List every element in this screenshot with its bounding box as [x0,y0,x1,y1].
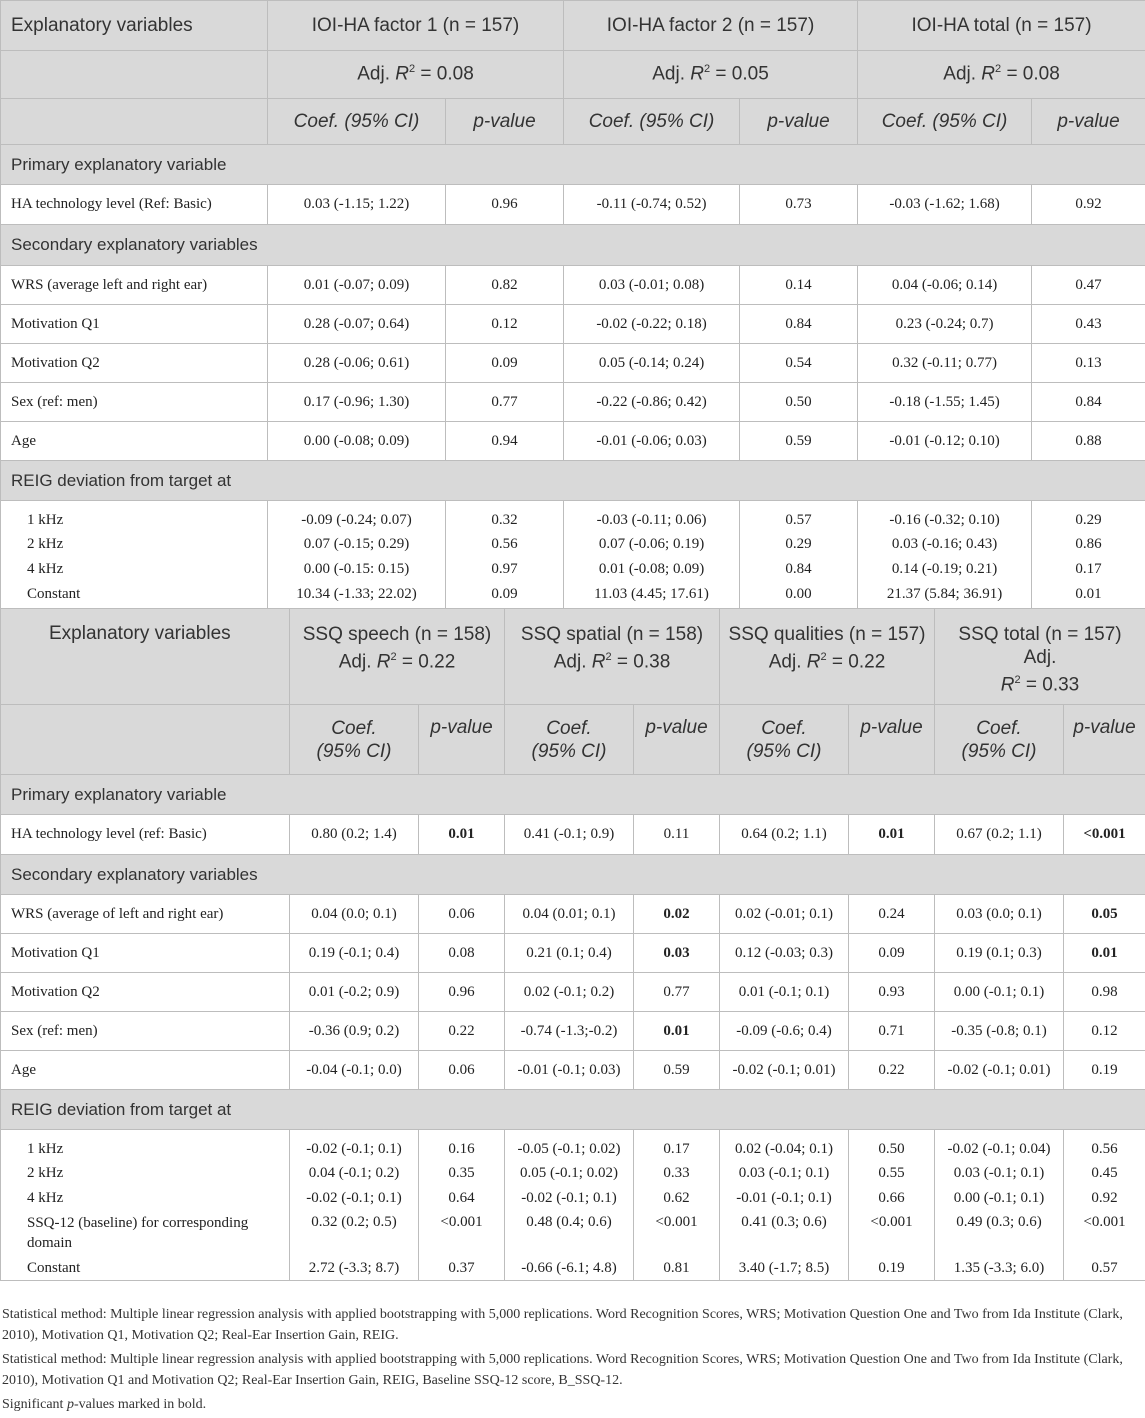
table-row: Age -0.04 (-0.1; 0.0) 0.06 -0.01 (-0.1; 0.03) 0.59 -0.02 (-0.1; 0.01) 0.22 -0.02 (-0.1; 0.01) 0.19 [1,1051,1145,1090]
pvalue-header: p-value [446,99,564,145]
explanatory-variables-header: Explanatory variables [1,1,268,51]
pvalue-header: p-value [634,705,720,775]
ssq-regression-table [0,608,1145,1281]
table-row: Sex (ref: men) 0.17 (-0.96; 1.30) 0.77 -0.22 (-0.86; 0.42) 0.50 -0.18 (-1.55; 1.45) 0.84 [1,383,1145,422]
ssq-spatial-header: SSQ spatial (n = 158) Adj. $R^2 = 0.38$ [505,609,720,705]
table-row: Motivation Q2 0.01 (-0.2; 0.9) 0.96 0.02 (-0.1; 0.2) 0.77 0.01 (-0.1; 0.1) 0.93 0.00 (-0.1; 0.1) 0.98 [1,973,1145,1012]
table-row: HA technology level (Ref: Basic) 0.03 (-1.15; 1.22) 0.96 -0.11 (-0.74; 0.52) 0.73 -0.03 (-1.62; 1.68) 0.92 [1,185,1145,225]
table-row: 1 kHz -0.09 (-0.24; 0.07) 0.32 -0.03 (-0.11; 0.06) 0.57 -0.16 (-0.32; 0.10) 0.29 [1,501,1145,532]
coef-header: Coef. (95% CI) [268,99,446,145]
pvalue-header: p-value [419,705,505,775]
table-row: 1 kHz -0.02 (-0.1; 0.1) 0.16 -0.05 (-0.1; 0.02) 0.17 0.02 (-0.04; 0.1) 0.50 -0.02 (-0.1; 0.04) 0.56 [1,1130,1145,1161]
adj-r2-factor2: Adj. $R^2 = 0.05$ [564,51,858,99]
adj-r2-factor1: Adj. $R^2 = 0.08$ [268,51,564,99]
ioi-ha-factor1-header: IOI-HA factor 1 (n = 157) [268,1,564,51]
table-row: 2 kHz 0.04 (-0.1; 0.2) 0.35 0.05 (-0.1; 0.02) 0.33 0.03 (-0.1; 0.1) 0.55 0.03 (-0.1; 0.1) 0.45 [1,1161,1145,1186]
ssq-total-header: SSQ total (n = 157) Adj. $R^2 = 0.33$ [935,609,1145,705]
table-row: Constant 10.34 (-1.33; 22.02) 0.09 11.03 (4.45; 17.61) 0.00 21.37 (5.84; 36.91) 0.01 [1,582,1145,609]
pvalue-header: p-value [849,705,935,775]
table-row: Motivation Q1 0.28 (-0.07; 0.64) 0.12 -0.02 (-0.22; 0.18) 0.84 0.23 (-0.24; 0.7) 0.43 [1,305,1145,344]
table-footnotes [0,1304,1137,1418]
ioi-ha-regression-table [0,0,1145,609]
table-row: WRS (average left and right ear) 0.01 (-0.07; 0.09) 0.82 0.03 (-0.01; 0.08) 0.14 0.04 (-0.06; 0.14) 0.47 [1,266,1145,305]
explanatory-variables-header: Explanatory variables [1,609,290,705]
ssq-speech-header: SSQ speech (n = 158) Adj. $R^2 = 0.22$ [290,609,505,705]
section-primary: Primary explanatory variable [1,775,1145,815]
footnote: Statistical method: Multiple linear regression analysis with applied bootstrapping with 5,000 replications. Word Recognition Scores, WRS; Motivation Question One and Two from Ida Institute (Clark, 2010), Motivation Q1, Motivation Q2; Real-Ear Insertion Gain, REIG. [2,1304,1137,1346]
footnote: Statistical method: Multiple linear regression analysis with applied bootstrapping with 5,000 replications. Word Recognition Scores, WRS; Motivation Question One and Two from Ida Institute (Clark, 2010), Motivation Q1 and Motivation Q2; Real-Ear Insertion Gain, REIG, Baseline SSQ-12 score, B_SSQ-12. [2,1349,1137,1391]
pvalue-header: p-value [1064,705,1145,775]
table-row: Motivation Q1 0.19 (-0.1; 0.4) 0.08 0.21 (0.1; 0.4) 0.03 0.12 (-0.03; 0.3) 0.09 0.19 (0.1; 0.3) 0.01 [1,934,1145,973]
section-primary: Primary explanatory variable [1,145,1145,185]
section-reig: REIG deviation from target at [1,461,1145,501]
table-row: Sex (ref: men) -0.36 (0.9; 0.2) 0.22 -0.74 (-1.3;-0.2) 0.01 -0.09 (-0.6; 0.4) 0.71 -0.35 (-0.8; 0.1) 0.12 [1,1012,1145,1051]
header-blank [1,705,290,775]
header-blank [1,99,268,145]
coef-header: Coef. (95% CI) [505,705,634,775]
coef-header: Coef. (95% CI) [858,99,1032,145]
table-row: 2 kHz 0.07 (-0.15; 0.29) 0.56 0.07 (-0.06; 0.19) 0.29 0.03 (-0.16; 0.43) 0.86 [1,532,1145,557]
coef-header: Coef. (95% CI) [290,705,419,775]
table-row: 4 kHz -0.02 (-0.1; 0.1) 0.64 -0.02 (-0.1; 0.1) 0.62 -0.01 (-0.1; 0.1) 0.66 0.00 (-0.1; 0.1) 0.92 [1,1186,1145,1211]
section-reig: REIG deviation from target at [1,1090,1145,1130]
pvalue-header: p-value [1032,99,1145,145]
table-row: HA technology level (ref: Basic) 0.80 (0.2; 1.4) 0.01 0.41 (-0.1; 0.9) 0.11 0.64 (0.2; 1.1) 0.01 0.67 (0.2; 1.1) <0.001 [1,815,1145,855]
table-row: Motivation Q2 0.28 (-0.06; 0.61) 0.09 0.05 (-0.14; 0.24) 0.54 0.32 (-0.11; 0.77) 0.13 [1,344,1145,383]
ioi-ha-total-header: IOI-HA total (n = 157) [858,1,1145,51]
pvalue-header: p-value [740,99,858,145]
section-secondary: Secondary explanatory variables [1,855,1145,895]
table-row: WRS (average of left and right ear) 0.04 (0.0; 0.1) 0.06 0.04 (0.01; 0.1) 0.02 0.02 (-0.01; 0.1) 0.24 0.03 (0.0; 0.1) 0.05 [1,895,1145,934]
table-row: 4 kHz 0.00 (-0.15: 0.15) 0.97 0.01 (-0.08; 0.09) 0.84 0.14 (-0.19; 0.21) 0.17 [1,557,1145,582]
coef-header: Coef. (95% CI) [564,99,740,145]
table-row: Age 0.00 (-0.08; 0.09) 0.94 -0.01 (-0.06; 0.03) 0.59 -0.01 (-0.12; 0.10) 0.88 [1,422,1145,461]
table-row: SSQ-12 (baseline) for corresponding domain 0.32 (0.2; 0.5) <0.001 0.48 (0.4; 0.6) <0.001 0.41 (0.3; 0.6) <0.001 0.49 (0.3; 0.6) <0.001 [1,1211,1145,1257]
ssq-qualities-header: SSQ qualities (n = 157) Adj. $R^2 = 0.22$ [720,609,935,705]
footnote: Significant p-values marked in bold. [2,1394,1137,1415]
table-row: Constant 2.72 (-3.3; 8.7) 0.37 -0.66 (-6.1; 4.8) 0.81 3.40 (-1.7; 8.5) 0.19 1.35 (-3.3; 6.0) 0.57 [1,1257,1145,1281]
coef-header: Coef. (95% CI) [720,705,849,775]
section-secondary: Secondary explanatory variables [1,225,1145,266]
ioi-ha-factor2-header: IOI-HA factor 2 (n = 157) [564,1,858,51]
adj-r2-total: Adj. $R^2 = 0.08$ [858,51,1145,99]
coef-header: Coef. (95% CI) [935,705,1064,775]
header-blank [1,51,268,99]
